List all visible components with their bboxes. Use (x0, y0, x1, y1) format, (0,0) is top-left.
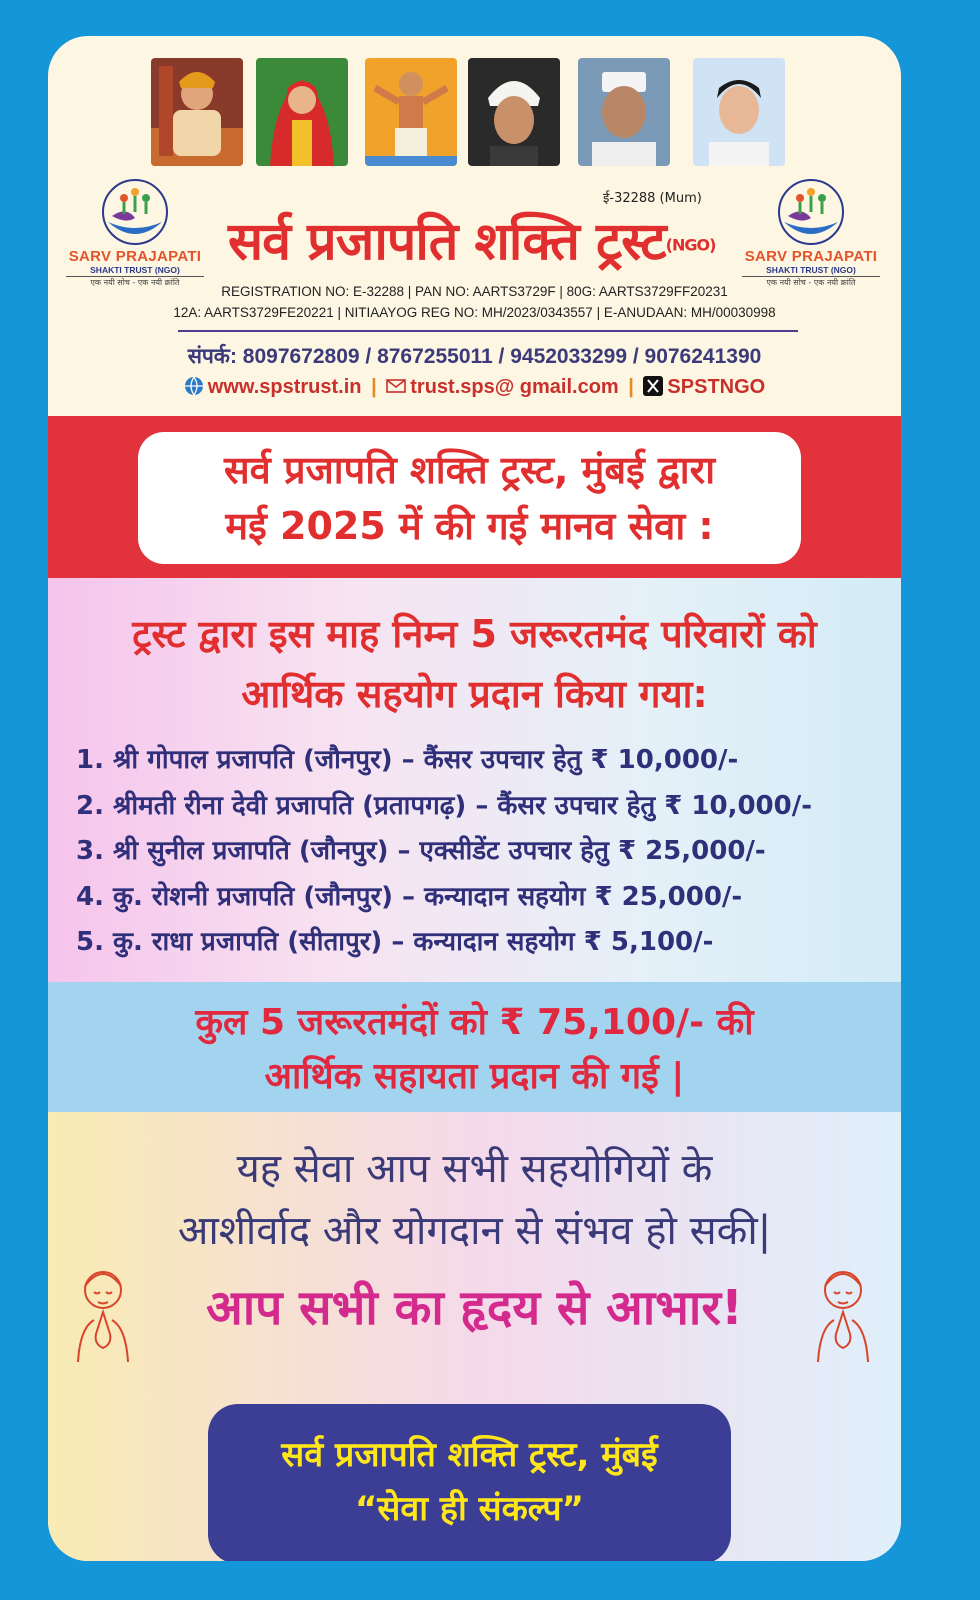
portrait-strip (48, 58, 901, 166)
banner-line-1: सर्व प्रजापति शक्ति ट्रस्ट, मुंबई द्वारा (223, 448, 716, 492)
contact-numbers: 8097672809 / 8767255011 / 9452033299 / 9076241390 (242, 345, 762, 368)
e-registration: ई-32288 (Mum) (603, 191, 702, 206)
poster-card (48, 36, 901, 1561)
list-item: 1. श्री गोपाल प्रजापति (जौनपुर) – कैंसर उपचार हेतु ₹ 10,000/- (76, 745, 739, 775)
list-item: 5. कु. राधा प्रजापति (सीतापुर) – कन्यादान सहयोग ₹ 5,100/- (76, 927, 714, 957)
total-band (48, 982, 901, 1112)
thanks-line-2: आशीर्वाद और योगदान से संभव हो सकी| (177, 1208, 772, 1254)
logo-tagline: एक नयी सोच - एक नयी क्रांति (90, 278, 180, 287)
aid-section (48, 578, 901, 982)
thanks-section (48, 1112, 901, 1561)
logo-tagline: एक नयी सोच - एक नयी क्रांति (766, 278, 856, 287)
separator: | (371, 376, 377, 398)
separator: | (628, 376, 634, 398)
list-item: 2. श्रीमती रीना देवी प्रजापति (प्रतापगढ़) – कैंसर उपचार हेतु ₹ 10,000/- (76, 790, 813, 821)
ngo-tag: (NGO) (665, 235, 716, 255)
logo-right (736, 176, 886, 288)
list-item: 4. कु. रोशनी प्रजापति (जौनपुर) – कन्यादान सहयोग ₹ 25,000/- (76, 881, 743, 912)
globe-icon (184, 376, 204, 396)
trust-title (228, 204, 715, 275)
contact-label: संपर्क: (187, 345, 237, 368)
website-link[interactable]: www.spstrust.in (207, 376, 362, 398)
x-social-icon (643, 376, 663, 396)
social-handle[interactable]: SPSTNGO (667, 376, 766, 398)
gratitude-heading: आप सभी का हृदय से आभार! (206, 1280, 743, 1336)
beneficiary-list (76, 738, 896, 966)
portrait-elderly-man-cap (578, 58, 670, 166)
banner-line-2: मई 2025 में की गई मानव सेवा : (225, 504, 714, 548)
portrait-dancing-saint (365, 58, 457, 166)
portrait-woman-saint (256, 58, 348, 166)
total-line-2: आर्थिक सहायता प्रदान की गई | (264, 1056, 685, 1097)
registration-line-1: REGISTRATION NO: E-32288 | PAN NO: AARTS3729F | 80G: AARTS3729FF20231 (221, 284, 728, 299)
footer-box (208, 1404, 731, 1561)
divider (178, 330, 798, 332)
trust-emblem-icon (772, 176, 850, 248)
portrait-saint-seated (151, 58, 243, 166)
trust-title-text: सर्व प्रजापति शक्ति ट्रस्ट (228, 212, 666, 272)
contact-line (48, 342, 901, 370)
logo-name: SARV PRAJAPATI (68, 248, 202, 265)
footer-slogan: “सेवा ही संकल्प” (355, 1489, 584, 1529)
registration-line-2: 12A: AARTS3729FE20221 | NITIAAYOG REG NO: MH/2023/0343557 | E-ANUDAAN: MH/00030998 (173, 305, 776, 320)
banner-box (138, 432, 801, 564)
footer-line-1: सर्व प्रजापति शक्ति ट्रस्ट, मुंबई (281, 1435, 658, 1475)
portrait-man-white-turban (468, 58, 560, 166)
aid-heading-line-1: ट्रस्ट द्वारा इस माह निम्न 5 जरूरतमंद परिवारों को (132, 612, 817, 656)
banner-band (48, 416, 901, 578)
logo-left (60, 176, 210, 288)
portrait-young-man (693, 58, 785, 166)
logo-name: SARV PRAJAPATI (744, 248, 878, 265)
aid-heading (48, 604, 901, 724)
logo-sub: SHAKTI TRUST (NGO) (66, 265, 204, 277)
mail-icon (386, 376, 406, 396)
list-item: 3. श्री सुनील प्रजापति (जौनपुर) – एक्सीडेंट उपचार हेतु ₹ 25,000/- (76, 836, 766, 866)
thanks-line-1: यह सेवा आप सभी सहयोगियों के (236, 1146, 713, 1192)
thanks-message (48, 1138, 901, 1262)
email-link[interactable]: trust.sps@ gmail.com (410, 376, 619, 398)
trust-emblem-icon (96, 176, 174, 248)
logo-sub: SHAKTI TRUST (NGO) (742, 265, 880, 277)
links-line (48, 376, 901, 399)
total-line-1: कुल 5 जरूरतमंदों को ₹ 75,100/- की (195, 1002, 754, 1043)
namaste-icon (810, 1264, 876, 1364)
aid-heading-line-2: आर्थिक सहयोग प्रदान किया गया: (241, 672, 708, 716)
